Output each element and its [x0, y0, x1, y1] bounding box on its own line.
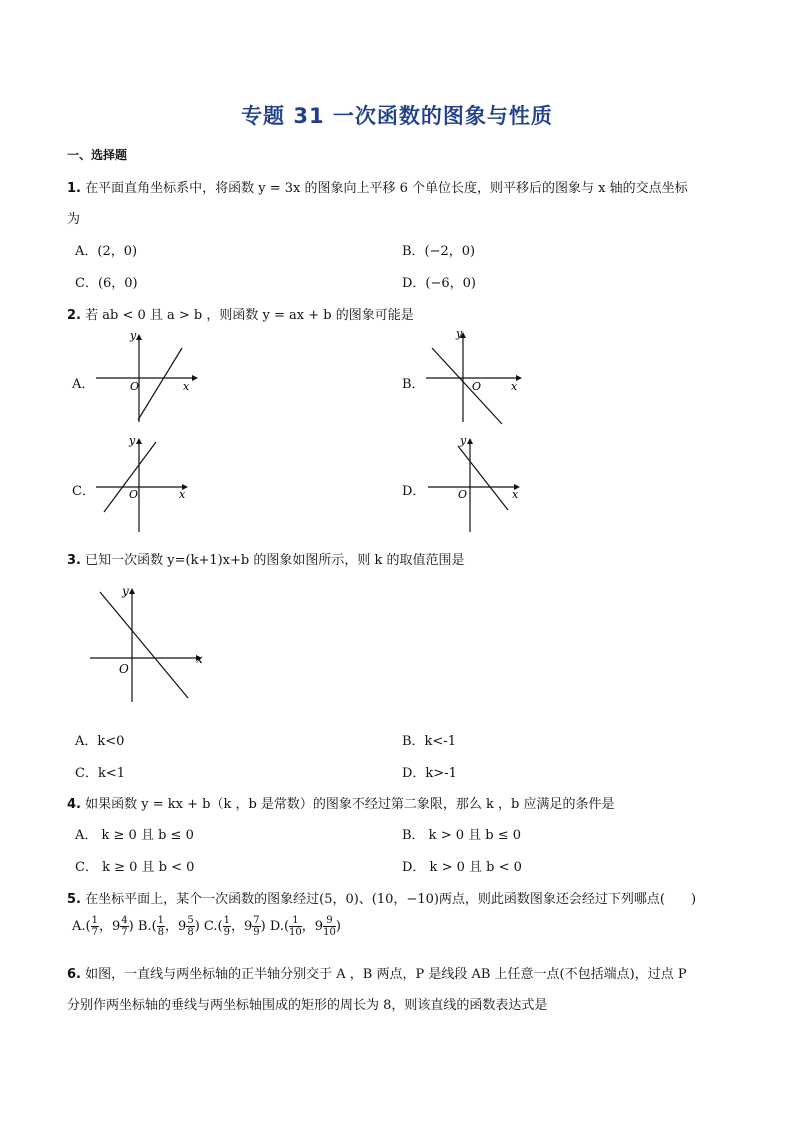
- x-axis-label: x: [511, 380, 518, 393]
- question-1-cont: 为: [67, 212, 81, 227]
- option-c: C．(6，0): [75, 276, 138, 291]
- question-text: 在坐标平面上，某个一次函数的图象经过(5，0)、(10，−10)两点，则此函数图象还会经过下列哪点( ): [85, 892, 697, 907]
- origin-label: O: [130, 380, 140, 393]
- question-number: 3.: [67, 553, 81, 568]
- x-axis-label: x: [179, 488, 186, 501]
- y-axis-label: y: [460, 434, 467, 447]
- option-b: B．(−2，0): [402, 244, 476, 259]
- option-c: C．k<1: [75, 766, 125, 781]
- option-d: D.( $\frac{1}{10}$ ，9 $\frac{9}{10}$ ): [269, 915, 341, 938]
- question-text: 在平面直角坐标系中，将函数 y = 3x 的图象向上平移 6 个单位长度，则平移后的图象与 x 轴的交点坐标: [85, 181, 688, 196]
- question-number: 2.: [67, 308, 81, 323]
- graph-a-label: A．: [72, 377, 95, 392]
- question-6-cont: 分别作两坐标轴的垂线与两坐标轴围成的矩形的周长为 8，则该直线的函数表达式是: [67, 998, 548, 1013]
- graph-a: [90, 326, 200, 426]
- origin-label: O: [458, 488, 468, 501]
- question-2: [67, 304, 414, 323]
- option-a: A． k ≥ 0 且 b ≤ 0: [75, 828, 194, 843]
- option-b: B． k > 0 且 b ≤ 0: [402, 828, 522, 843]
- x-axis-label: x: [183, 380, 190, 393]
- option-a: A．k<0: [75, 734, 125, 749]
- option-a: A.( $\frac{1}{7}$ ，9 $\frac{4}{7}$ ): [72, 915, 138, 938]
- y-axis-label: y: [129, 434, 136, 447]
- graph-b-label: B．: [402, 377, 425, 392]
- question-3: [67, 549, 465, 568]
- section-heading: 一、选择题: [67, 148, 128, 162]
- page-title: 专题 31 一次函数的图象与性质: [241, 104, 553, 128]
- y-axis-label: y: [456, 327, 463, 340]
- x-axis-label: x: [512, 488, 519, 501]
- question-1: [67, 177, 688, 196]
- graph-c-label: C．: [72, 484, 95, 499]
- question-6: [67, 963, 687, 982]
- option-d: D．(−6，0): [402, 276, 477, 291]
- question-number: 6.: [67, 967, 81, 982]
- origin-label: O: [472, 380, 482, 393]
- graph-d: [422, 432, 532, 532]
- graph-c: [92, 432, 202, 532]
- graph-d-label: D．: [402, 484, 426, 499]
- origin-label: O: [129, 488, 139, 501]
- origin-label: O: [119, 662, 129, 676]
- question-text: 已知一次函数 y=(k+1)x+b 的图象如图所示，则 k 的取值范围是: [85, 553, 465, 568]
- option-d: D．k>-1: [402, 766, 457, 781]
- question-5: [67, 888, 696, 907]
- question-text: 如图，一直线与两坐标轴的正半轴分别交于 A ，B 两点，P 是线段 AB 上任意一点(不包括端点)，过点 P: [85, 967, 687, 982]
- question-number: 4.: [67, 797, 81, 812]
- question-number: 1.: [67, 181, 81, 196]
- option-a: A．(2，0): [75, 244, 138, 259]
- question-number: 5.: [67, 892, 81, 907]
- option-c: C.( $\frac{1}{9}$ ，9 $\frac{7}{9}$ ): [203, 915, 270, 938]
- y-axis-label: y: [122, 584, 129, 598]
- question-text: 如果函数 y = kx + b（k ，b 是常数）的图象不经过第二象限，那么 k ，b 应满足的条件是: [85, 797, 615, 812]
- option-c: C． k ≥ 0 且 b < 0: [75, 860, 195, 875]
- question-4: [67, 793, 615, 812]
- graph-b: [420, 326, 530, 426]
- y-axis-label: y: [130, 329, 137, 342]
- question-text: 若 ab < 0 且 a > b ，则函数 y = ax + b 的图象可能是: [85, 308, 414, 323]
- option-d: D． k > 0 且 b < 0: [402, 860, 522, 875]
- graph-q3: [84, 580, 214, 710]
- q5-options: [72, 915, 341, 938]
- option-b: B.( $\frac{1}{8}$ ，9 $\frac{5}{8}$ ): [137, 915, 204, 938]
- option-b: B．k<-1: [402, 734, 456, 749]
- x-axis-label: x: [196, 652, 203, 666]
